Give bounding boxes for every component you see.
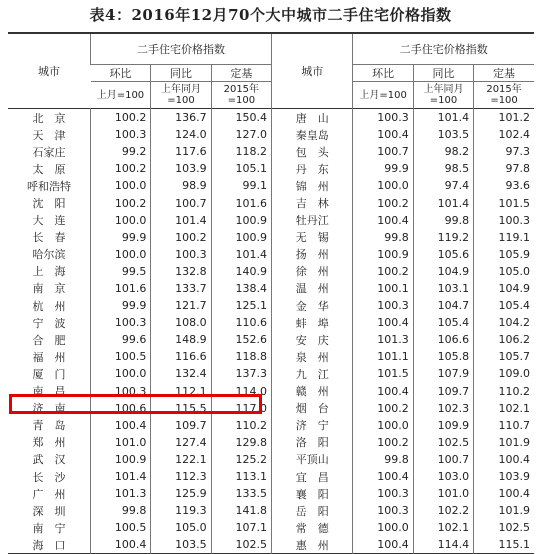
mom-value: 101.1 (353, 348, 413, 365)
mom-value: 99.2 (91, 143, 151, 160)
mom-base-label-right: 上月=100 (353, 82, 413, 109)
table-row (8, 229, 534, 246)
city-name: 宁 波 (32, 316, 66, 330)
city-header: 城市 (38, 65, 61, 78)
city-name: 无 锡 (272, 229, 353, 246)
base-value: 102.5 (211, 536, 271, 554)
city-name: 石家庄 (32, 145, 66, 159)
base-value: 114.0 (211, 383, 271, 400)
city-name: 洛 阳 (272, 434, 353, 451)
yoy-value: 103.1 (413, 280, 473, 297)
mom-value: 100.3 (353, 485, 413, 502)
mom-value: 100.1 (353, 280, 413, 297)
table-row (8, 160, 534, 177)
table-row (8, 246, 534, 263)
mom-header: 环比 (91, 65, 151, 82)
city-name: 长 沙 (32, 470, 66, 484)
mom-value: 100.7 (353, 143, 413, 160)
city-name: 九 江 (272, 365, 353, 382)
mom-value: 100.9 (353, 246, 413, 263)
base-value: 138.4 (211, 280, 271, 297)
yoy-value: 101.4 (413, 109, 473, 127)
yoy-value: 102.1 (413, 519, 473, 536)
base-value: 137.3 (211, 365, 271, 382)
yoy-value: 136.7 (151, 109, 211, 127)
city-name: 秦皇岛 (272, 126, 353, 143)
yoy-value: 114.4 (413, 536, 473, 554)
city-name: 宜 昌 (272, 468, 353, 485)
yoy-base-label-right: 上年同月=100 (413, 82, 473, 109)
city-name: 杭 州 (32, 299, 66, 313)
base-value: 105.1 (211, 160, 271, 177)
base-value: 101.9 (474, 502, 534, 519)
mom-value: 100.3 (353, 109, 413, 127)
mom-value: 101.5 (353, 365, 413, 382)
base-value: 105.4 (474, 297, 534, 314)
base-value: 118.8 (211, 348, 271, 365)
base-value: 100.4 (474, 485, 534, 502)
mom-value: 99.8 (353, 451, 413, 468)
table-row (8, 126, 534, 143)
table-row (8, 434, 534, 451)
table-row (8, 314, 534, 331)
base-value: 97.8 (474, 160, 534, 177)
mom-value: 99.6 (91, 331, 151, 348)
city-name: 海 口 (32, 538, 66, 552)
mom-value: 100.2 (91, 109, 151, 127)
table-row (8, 536, 534, 554)
yoy-value: 102.3 (413, 400, 473, 417)
city-name: 吉 林 (272, 194, 353, 211)
price-index-table (8, 32, 534, 554)
mom-value: 100.3 (91, 383, 151, 400)
city-name: 呼和浩特 (27, 179, 72, 193)
yoy-value: 104.9 (413, 263, 473, 280)
yoy-value: 133.7 (151, 280, 211, 297)
base-value: 104.2 (474, 314, 534, 331)
base-value: 117.0 (211, 400, 271, 417)
yoy-value: 101.4 (413, 194, 473, 211)
base-value: 113.1 (211, 468, 271, 485)
table-row (8, 468, 534, 485)
base-value: 97.3 (474, 143, 534, 160)
yoy-value: 100.3 (151, 246, 211, 263)
base-value: 105.9 (474, 246, 534, 263)
city-name: 安 庆 (272, 331, 353, 348)
city-name: 北 京 (32, 111, 66, 125)
yoy-value: 115.5 (151, 400, 211, 417)
mom-value: 100.9 (91, 451, 151, 468)
base-value: 110.2 (211, 417, 271, 434)
base-value: 99.1 (211, 177, 271, 194)
yoy-value: 98.5 (413, 160, 473, 177)
city-name: 大 连 (32, 214, 66, 228)
mom-value: 100.2 (353, 434, 413, 451)
city-name: 南 昌 (32, 385, 66, 399)
mom-value: 99.5 (91, 263, 151, 280)
base-value: 150.4 (211, 109, 271, 127)
yoy-header: 同比 (151, 65, 211, 82)
mom-value: 101.3 (91, 485, 151, 502)
yoy-value: 99.8 (413, 212, 473, 229)
index-group-header-right: 二手住宅价格指数 (353, 33, 534, 65)
table-row (8, 485, 534, 502)
base-value: 100.3 (474, 212, 534, 229)
yoy-value: 112.3 (151, 468, 211, 485)
table-row (8, 212, 534, 229)
city-name: 上 海 (32, 265, 66, 279)
mom-value: 100.3 (353, 297, 413, 314)
yoy-value: 109.7 (151, 417, 211, 434)
city-name: 天 津 (32, 128, 66, 142)
city-name: 济 南 (32, 402, 66, 416)
base-value: 101.6 (211, 194, 271, 211)
fixed-base-label-right: 2015年=100 (474, 82, 534, 109)
base-value: 102.5 (474, 519, 534, 536)
mom-value: 100.0 (91, 212, 151, 229)
city-name: 牡丹江 (272, 212, 353, 229)
city-name: 郑 州 (32, 436, 66, 450)
base-value: 107.1 (211, 519, 271, 536)
yoy-value: 127.4 (151, 434, 211, 451)
base-value: 127.0 (211, 126, 271, 143)
yoy-value: 125.9 (151, 485, 211, 502)
mom-value: 100.4 (353, 468, 413, 485)
mom-value: 100.0 (353, 519, 413, 536)
city-name: 合 肥 (32, 333, 66, 347)
yoy-value: 105.0 (151, 519, 211, 536)
mom-value: 101.3 (353, 331, 413, 348)
yoy-value: 98.9 (151, 177, 211, 194)
table-title: 表4：2016年12月70个大中城市二手住宅价格指数 (89, 6, 452, 24)
city-name: 沈 阳 (32, 197, 66, 211)
city-name: 济 宁 (272, 417, 353, 434)
city-name: 唐 山 (272, 109, 353, 127)
mom-value: 101.0 (91, 434, 151, 451)
yoy-value: 132.8 (151, 263, 211, 280)
city-name: 南 京 (32, 282, 66, 296)
table-row (8, 331, 534, 348)
yoy-value: 100.7 (413, 451, 473, 468)
city-name: 太 原 (32, 162, 66, 176)
base-value: 101.4 (211, 246, 271, 263)
yoy-value: 103.0 (413, 468, 473, 485)
mom-value: 100.5 (91, 348, 151, 365)
mom-value: 99.9 (91, 297, 151, 314)
table-row (8, 451, 534, 468)
mom-value: 100.2 (91, 194, 151, 211)
mom-value: 100.5 (91, 519, 151, 536)
mom-header-right: 环比 (353, 65, 413, 82)
city-name: 平顶山 (272, 451, 353, 468)
yoy-value: 105.4 (413, 314, 473, 331)
yoy-value: 117.6 (151, 143, 211, 160)
city-name: 厦 门 (32, 367, 66, 381)
base-value: 100.9 (211, 212, 271, 229)
yoy-value: 102.2 (413, 502, 473, 519)
mom-value: 99.8 (91, 502, 151, 519)
base-value: 152.6 (211, 331, 271, 348)
base-value: 100.9 (211, 229, 271, 246)
city-name: 襄 阳 (272, 485, 353, 502)
city-name: 长 春 (32, 231, 66, 245)
base-value: 102.1 (474, 400, 534, 417)
table-row (8, 177, 534, 194)
yoy-header-right: 同比 (413, 65, 473, 82)
yoy-value: 104.7 (413, 297, 473, 314)
city-name: 深 圳 (32, 504, 66, 518)
mom-value: 100.4 (353, 314, 413, 331)
base-value: 101.5 (474, 194, 534, 211)
base-value: 129.8 (211, 434, 271, 451)
mom-value: 100.0 (91, 365, 151, 382)
mom-value: 100.0 (91, 246, 151, 263)
table-row (8, 502, 534, 519)
mom-value: 100.4 (91, 536, 151, 554)
yoy-value: 97.4 (413, 177, 473, 194)
base-value: 101.9 (474, 434, 534, 451)
yoy-value: 101.4 (151, 212, 211, 229)
city-name: 金 华 (272, 297, 353, 314)
table-row (8, 417, 534, 434)
mom-value: 100.3 (353, 502, 413, 519)
highlight-box (9, 394, 262, 414)
city-name: 武 汉 (32, 453, 66, 467)
base-value: 119.1 (474, 229, 534, 246)
base-value: 125.2 (211, 451, 271, 468)
yoy-value: 121.7 (151, 297, 211, 314)
base-value: 104.9 (474, 280, 534, 297)
base-value: 103.9 (474, 468, 534, 485)
city-name: 蚌 埠 (272, 314, 353, 331)
city-name: 赣 州 (272, 383, 353, 400)
base-value: 105.7 (474, 348, 534, 365)
yoy-value: 106.6 (413, 331, 473, 348)
base-value: 115.1 (474, 536, 534, 554)
mom-value: 100.4 (353, 212, 413, 229)
yoy-value: 109.7 (413, 383, 473, 400)
mom-value: 100.0 (353, 177, 413, 194)
base-value: 101.2 (474, 109, 534, 127)
mom-value: 100.3 (91, 126, 151, 143)
city-name: 南 宁 (32, 521, 66, 535)
table-row (8, 194, 534, 211)
mom-value: 100.4 (353, 383, 413, 400)
table-row (8, 297, 534, 314)
base-value: 110.6 (211, 314, 271, 331)
mom-value: 99.9 (91, 229, 151, 246)
base-value: 109.0 (474, 365, 534, 382)
table-row (8, 109, 534, 127)
mom-value: 99.8 (353, 229, 413, 246)
yoy-value: 103.9 (151, 160, 211, 177)
table-row (8, 143, 534, 160)
yoy-value: 101.0 (413, 485, 473, 502)
table-body (8, 109, 534, 554)
mom-value: 100.0 (91, 177, 151, 194)
city-name: 惠 州 (272, 536, 353, 554)
mom-value: 100.6 (91, 400, 151, 417)
city-name: 扬 州 (272, 246, 353, 263)
city-name: 岳 阳 (272, 502, 353, 519)
base-value: 110.7 (474, 417, 534, 434)
mom-value: 100.4 (353, 126, 413, 143)
table-row (8, 263, 534, 280)
mom-value: 100.0 (353, 417, 413, 434)
base-value: 100.4 (474, 451, 534, 468)
yoy-value: 105.6 (413, 246, 473, 263)
yoy-value: 148.9 (151, 331, 211, 348)
city-name: 广 州 (32, 487, 66, 501)
yoy-value: 103.5 (151, 536, 211, 554)
base-value: 118.2 (211, 143, 271, 160)
mom-value: 100.4 (353, 536, 413, 554)
mom-value: 100.2 (353, 400, 413, 417)
yoy-value: 109.9 (413, 417, 473, 434)
city-name: 锦 州 (272, 177, 353, 194)
base-value: 102.4 (474, 126, 534, 143)
yoy-value: 105.8 (413, 348, 473, 365)
mom-value: 100.2 (353, 194, 413, 211)
city-name: 常 德 (272, 519, 353, 536)
mom-base-label: 上月=100 (91, 82, 151, 109)
fixed-base-label: 2015年=100 (211, 82, 271, 109)
index-group-header: 二手住宅价格指数 (91, 33, 272, 65)
city-name: 泉 州 (272, 348, 353, 365)
base-value: 141.8 (211, 502, 271, 519)
base-value: 106.2 (474, 331, 534, 348)
base-value: 125.1 (211, 297, 271, 314)
yoy-value: 98.2 (413, 143, 473, 160)
city-name: 包 头 (272, 143, 353, 160)
mom-value: 101.6 (91, 280, 151, 297)
yoy-value: 108.0 (151, 314, 211, 331)
base-value: 93.6 (474, 177, 534, 194)
yoy-value: 102.5 (413, 434, 473, 451)
city-header-right: 城市 (272, 33, 353, 109)
yoy-base-label: 上年同月=100 (151, 82, 211, 109)
base-header-right: 定基 (474, 65, 534, 82)
city-name: 青 岛 (32, 419, 66, 433)
table-row (8, 348, 534, 365)
mom-value: 100.3 (91, 314, 151, 331)
base-value: 133.5 (211, 485, 271, 502)
yoy-value: 112.1 (151, 383, 211, 400)
mom-value: 100.2 (91, 160, 151, 177)
yoy-value: 116.6 (151, 348, 211, 365)
yoy-value: 100.7 (151, 194, 211, 211)
city-name: 烟 台 (272, 400, 353, 417)
mom-value: 101.4 (91, 468, 151, 485)
yoy-value: 132.4 (151, 365, 211, 382)
base-value: 105.0 (474, 263, 534, 280)
yoy-value: 122.1 (151, 451, 211, 468)
yoy-value: 119.2 (413, 229, 473, 246)
base-value: 110.2 (474, 383, 534, 400)
city-name: 徐 州 (272, 263, 353, 280)
table-row (8, 365, 534, 382)
yoy-value: 100.2 (151, 229, 211, 246)
city-name: 丹 东 (272, 160, 353, 177)
yoy-value: 107.9 (413, 365, 473, 382)
city-name: 福 州 (32, 350, 66, 364)
table-row (8, 280, 534, 297)
mom-value: 100.2 (353, 263, 413, 280)
base-header: 定基 (211, 65, 271, 82)
yoy-value: 103.5 (413, 126, 473, 143)
mom-value: 99.9 (353, 160, 413, 177)
yoy-value: 119.3 (151, 502, 211, 519)
city-name: 哈尔滨 (32, 248, 66, 262)
yoy-value: 124.0 (151, 126, 211, 143)
base-value: 140.9 (211, 263, 271, 280)
mom-value: 100.4 (91, 417, 151, 434)
city-name: 温 州 (272, 280, 353, 297)
table-row (8, 519, 534, 536)
